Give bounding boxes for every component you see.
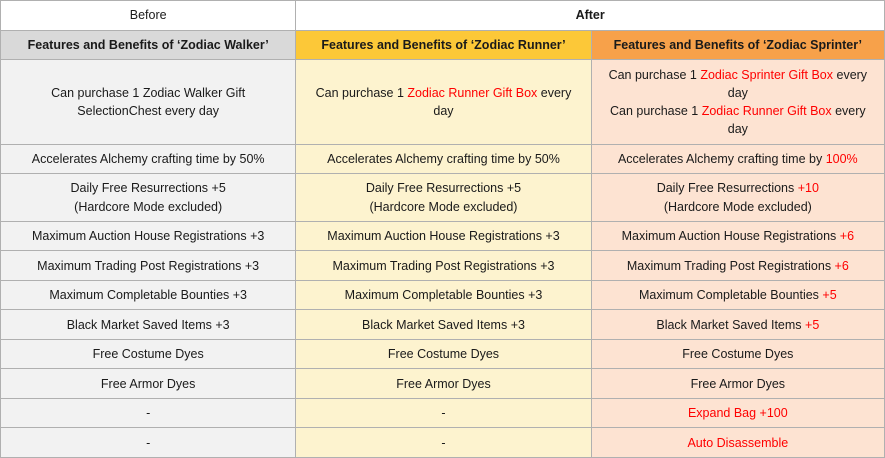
cell-text: Accelerates Alchemy crafting time by — [617, 151, 826, 166]
cell-runner — [296, 144, 591, 174]
cell-text: Black Market Saved Items — [656, 317, 806, 332]
cell-text: Black Market Saved Items +3 — [362, 317, 525, 332]
cell-runner — [296, 174, 591, 222]
table-row — [1, 280, 885, 310]
cell-text: (Hardcore Mode excluded) — [663, 199, 812, 214]
cell-text: Accelerates Alchemy crafting time by 50% — [327, 151, 560, 166]
cell-walker — [1, 60, 296, 145]
table-row — [1, 310, 885, 340]
cell-runner — [296, 428, 591, 458]
cell-runner — [296, 251, 591, 281]
highlighted-text: +5 — [805, 317, 820, 332]
cell-runner — [296, 280, 591, 310]
cell-sprinter — [591, 60, 884, 145]
table-row — [1, 174, 885, 222]
cell-walker — [1, 221, 296, 251]
highlighted-text: Expand Bag +100 — [687, 406, 788, 421]
cell-text: Free Costume Dyes — [92, 347, 204, 362]
cell-text: Black Market Saved Items +3 — [66, 317, 230, 332]
cell-text: Daily Free Resurrections +5 — [70, 181, 226, 196]
cell-sprinter — [591, 174, 884, 222]
cell-runner — [296, 369, 591, 399]
table-row — [1, 251, 885, 281]
cell-text: - — [441, 406, 446, 421]
cell-text: Free Armor Dyes — [690, 376, 786, 391]
cell-text: Can purchase 1 Zodiac Walker Gift Selection — [51, 85, 246, 118]
table-row — [1, 221, 885, 251]
cell-walker — [1, 369, 296, 399]
cell-text: Maximum Trading Post Registrations +3 — [37, 258, 260, 273]
cell-text: Maximum Trading Post Registrations — [626, 258, 835, 273]
cell-walker — [1, 251, 296, 281]
header-after: After — [296, 1, 885, 31]
table-body — [1, 1, 885, 458]
highlighted-text: +6 — [839, 229, 855, 244]
table-row — [1, 428, 885, 458]
cell-text: Free Armor Dyes — [396, 376, 491, 391]
cell-sprinter — [591, 339, 884, 369]
cell-walker — [1, 310, 296, 340]
cell-walker — [1, 339, 296, 369]
cell-text: Chest every day — [128, 103, 220, 118]
cell-walker — [1, 398, 296, 428]
cell-sprinter — [591, 428, 884, 458]
cell-text: every day — [433, 85, 572, 118]
highlighted-text: Zodiac Runner Gift Box — [701, 103, 832, 118]
cell-walker — [1, 428, 296, 458]
cell-sprinter — [591, 144, 884, 174]
cell-sprinter — [591, 251, 884, 281]
column-title-runner: Features and Benefits of ‘Zodiac Runner’ — [296, 30, 591, 60]
cell-runner — [296, 221, 591, 251]
cell-sprinter — [591, 310, 884, 340]
cell-text: (Hardcore Mode excluded) — [369, 199, 518, 214]
table-row — [1, 339, 885, 369]
cell-runner — [296, 310, 591, 340]
table-row — [1, 144, 885, 174]
cell-text: Maximum Auction House Registrations +3 — [327, 229, 560, 244]
cell-text: Daily Free Resurrections — [656, 181, 798, 196]
cell-text: Maximum Auction House Registrations — [621, 229, 840, 244]
cell-text: Maximum Auction House Registrations +3 — [31, 229, 265, 244]
highlighted-text: +5 — [822, 288, 837, 303]
cell-text: Free Armor Dyes — [100, 376, 196, 391]
table-row — [1, 60, 885, 145]
highlighted-text: 100% — [825, 151, 858, 166]
cell-text: - — [441, 435, 446, 450]
table-row — [1, 398, 885, 428]
cell-text: every day — [727, 67, 868, 100]
cell-runner — [296, 60, 591, 145]
table-row — [1, 369, 885, 399]
cell-runner — [296, 398, 591, 428]
cell-text: Can purchase 1 — [609, 103, 702, 118]
column-title-walker: Features and Benefits of ‘Zodiac Walker’ — [1, 30, 296, 60]
cell-text: Maximum Trading Post Registrations +3 — [332, 258, 555, 273]
cell-text: Maximum Completable Bounties +3 — [49, 288, 247, 303]
cell-sprinter — [591, 280, 884, 310]
highlighted-text: Zodiac Runner Gift Box — [407, 85, 538, 100]
cell-walker — [1, 144, 296, 174]
highlighted-text: Zodiac Sprinter Gift Box — [700, 67, 834, 82]
cell-text: Can purchase 1 — [315, 85, 408, 100]
cell-walker — [1, 280, 296, 310]
cell-sprinter — [591, 398, 884, 428]
highlighted-text: Auto Disassemble — [687, 435, 789, 450]
cell-text: - — [146, 406, 151, 421]
cell-sprinter — [591, 221, 884, 251]
column-title-sprinter: Features and Benefits of ‘Zodiac Sprinter’ — [591, 30, 884, 60]
cell-runner — [296, 339, 591, 369]
cell-text: Maximum Completable Bounties — [638, 288, 823, 303]
cell-text: Maximum Completable Bounties +3 — [344, 288, 543, 303]
cell-walker — [1, 174, 296, 222]
table-header-row — [1, 1, 885, 31]
cell-text: Daily Free Resurrections +5 — [365, 181, 522, 196]
cell-sprinter — [591, 369, 884, 399]
highlighted-text: +10 — [797, 181, 819, 196]
cell-text: (Hardcore Mode excluded) — [74, 199, 223, 214]
cell-text: Accelerates Alchemy crafting time by 50% — [31, 151, 265, 166]
column-title-row — [1, 30, 885, 60]
header-before: Before — [1, 1, 296, 31]
cell-text: - — [146, 435, 151, 450]
cell-text: Can purchase 1 — [608, 67, 701, 82]
cell-text: Free Costume Dyes — [682, 347, 794, 362]
cell-text: Free Costume Dyes — [387, 347, 500, 362]
highlighted-text: +6 — [834, 258, 849, 273]
cell-text: every day — [727, 103, 866, 136]
